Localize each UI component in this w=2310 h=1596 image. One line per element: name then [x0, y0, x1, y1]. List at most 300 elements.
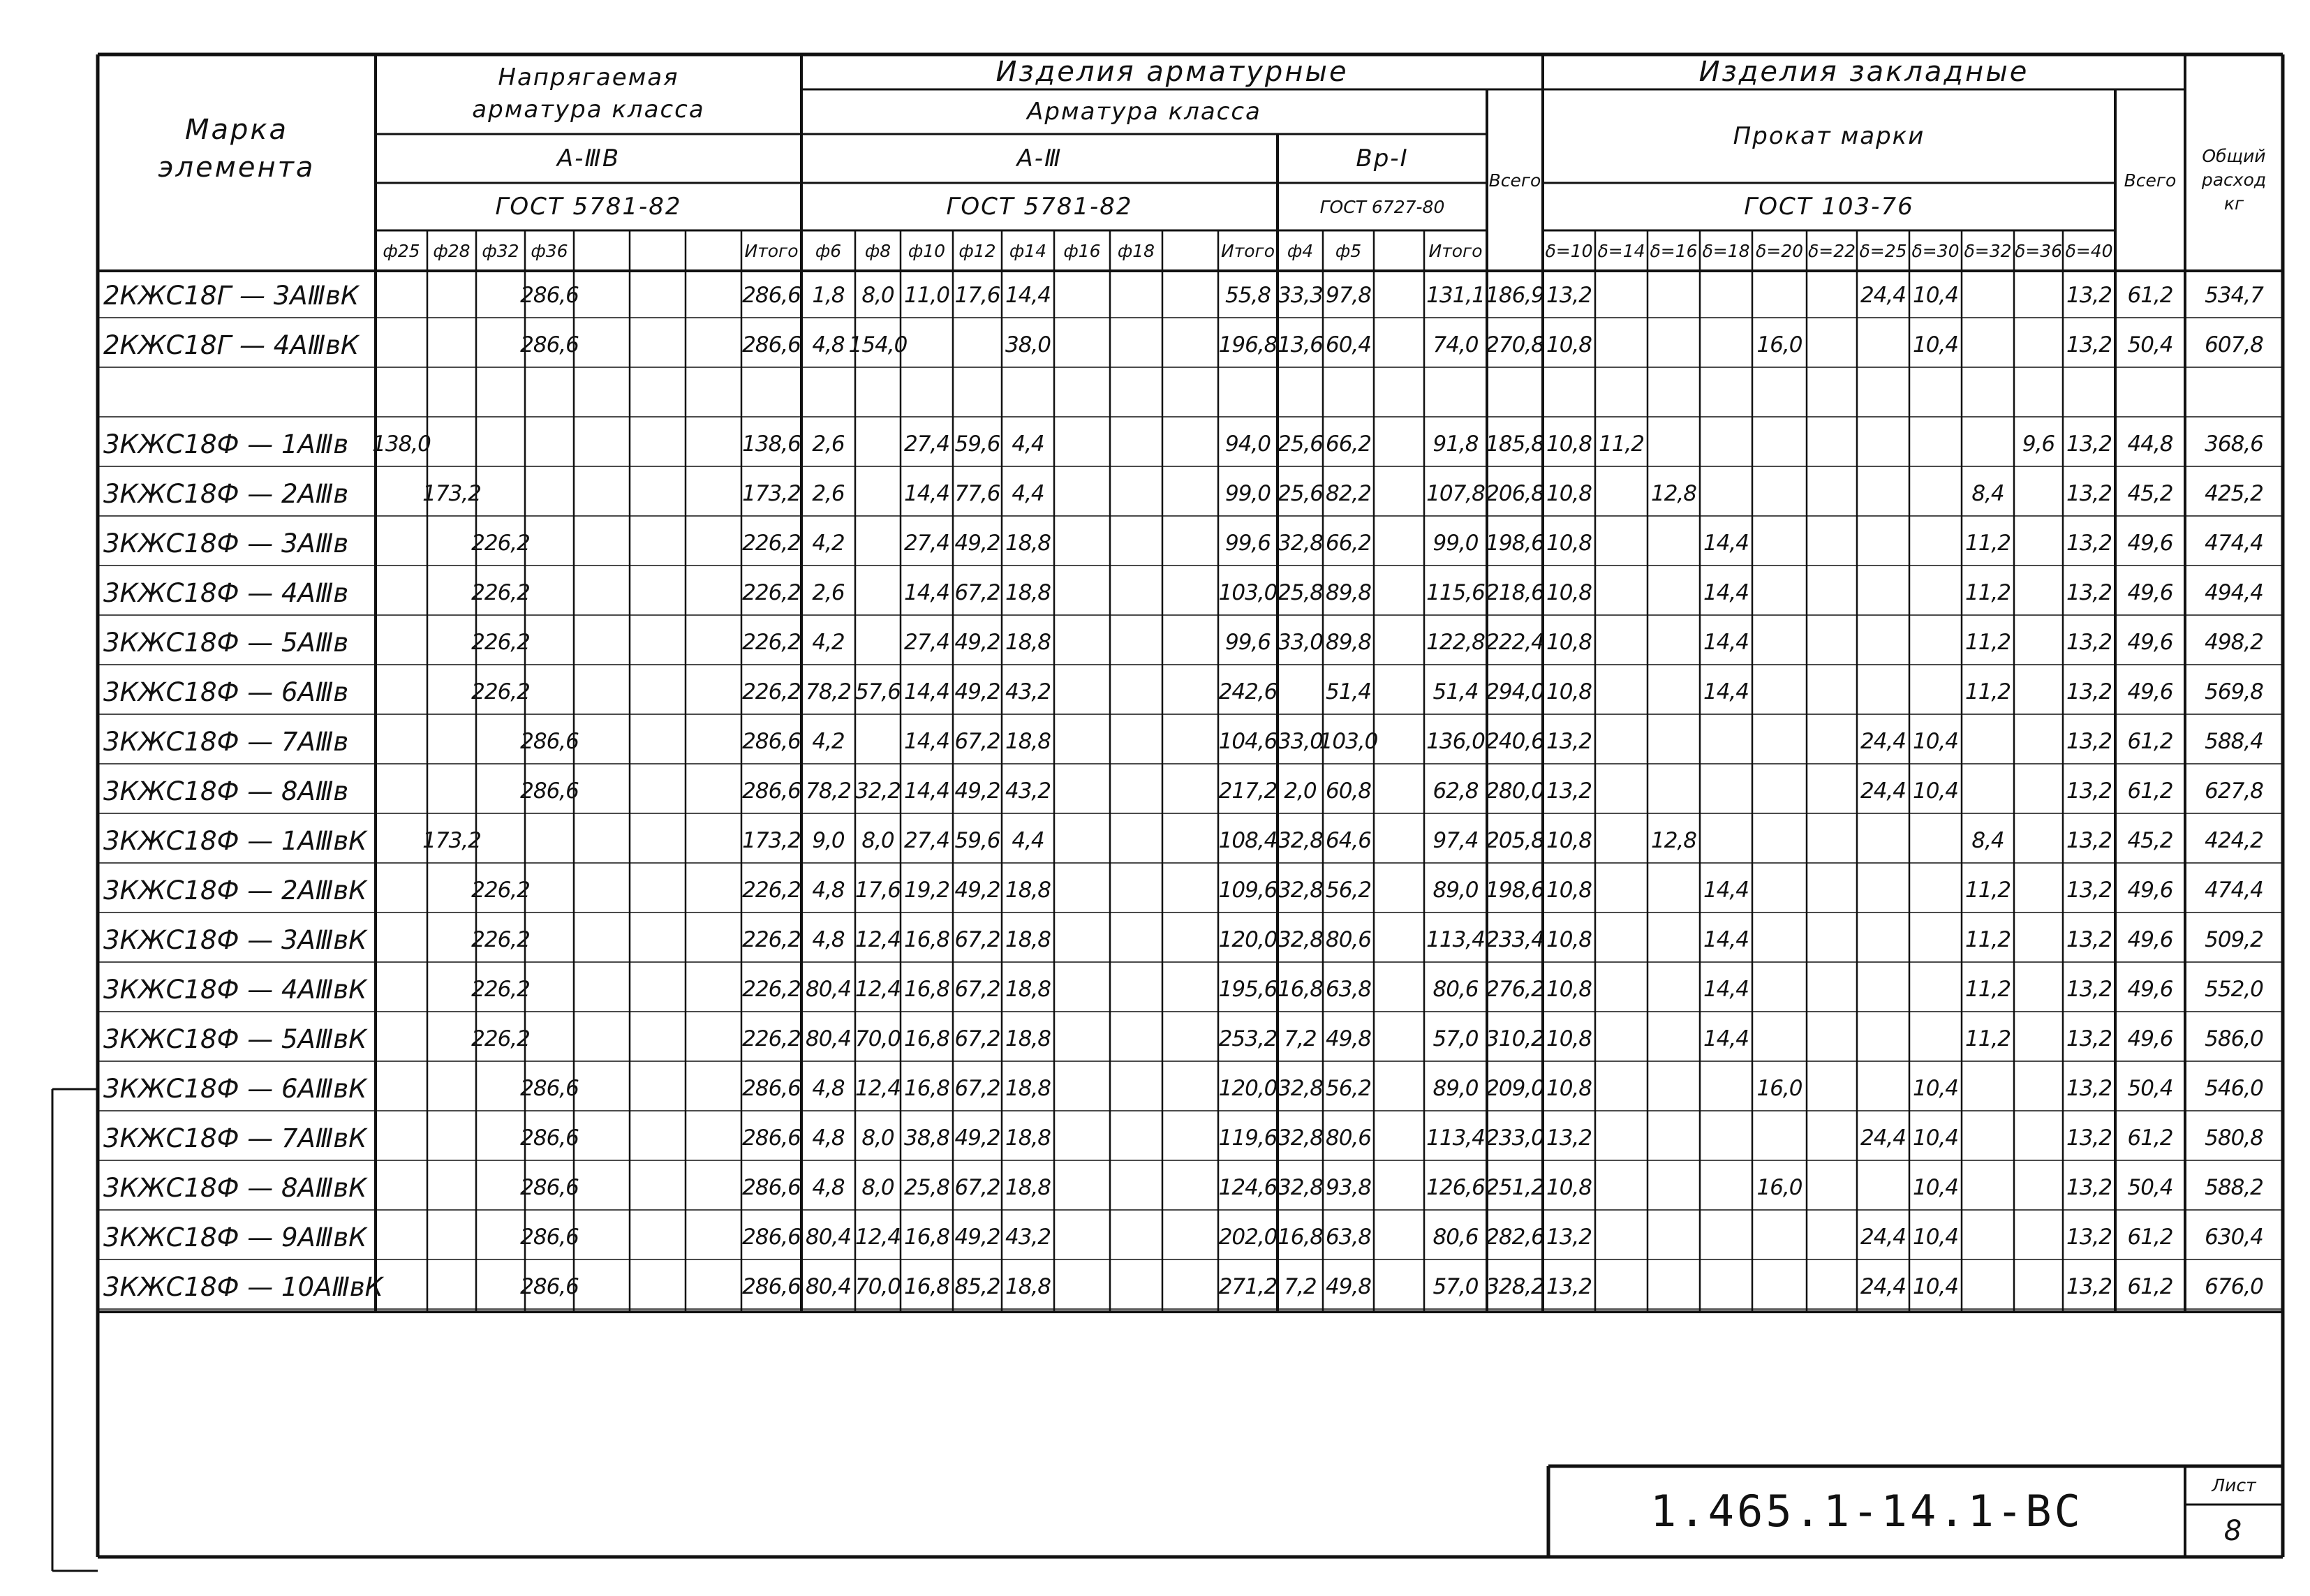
prestressed-value — [630, 816, 686, 866]
vr-value — [1374, 618, 1424, 667]
rolled-value — [1700, 1064, 1752, 1114]
prestressed-value — [427, 915, 476, 965]
rolled-value — [1648, 568, 1700, 618]
a3-value: 11,0 — [903, 283, 950, 308]
vr-value: 66,2 — [1325, 531, 1372, 556]
a3-value — [1162, 965, 1218, 1014]
a3-value — [855, 370, 901, 420]
grand-total-header: Общий расход кг — [2201, 146, 2267, 214]
prestressed-value: 226,2 — [742, 927, 801, 952]
a3-value: 99,0 — [1224, 481, 1271, 506]
rolled-value: 10,4 — [1912, 1175, 1959, 1200]
rolled-value: 13,2 — [2066, 778, 2112, 804]
rolled-value — [1962, 1213, 2014, 1262]
a3-value: 18,8 — [1005, 729, 1051, 754]
vr-value: 89,8 — [1325, 630, 1372, 655]
a3-value — [1054, 866, 1110, 915]
rolled-value: 10,4 — [1912, 283, 1959, 308]
rolled-value: 24,4 — [1860, 1274, 1907, 1299]
prestressed-value: 286,6 — [520, 1125, 579, 1151]
rolled-value: 16,0 — [1756, 1076, 1802, 1101]
a3-value: 59,6 — [954, 828, 1000, 853]
a3-value — [1054, 717, 1110, 767]
vr-value: 80,6 — [1325, 927, 1372, 952]
vr-column-header: ф5 — [1335, 240, 1362, 261]
vr-value — [1374, 469, 1424, 519]
rolled-value — [1595, 1213, 1648, 1262]
prestressed-value — [376, 816, 427, 866]
prestressed-column-header — [630, 230, 686, 271]
rolled-value — [1595, 717, 1648, 767]
rolled-value — [2014, 1064, 2063, 1114]
rolled-value — [1857, 370, 1909, 420]
a3-value: 17,6 — [854, 878, 901, 903]
grand-total-value — [2185, 370, 2283, 420]
element-mark: 3КЖС18Ф — 2АⅢв — [103, 479, 349, 509]
a3-value: 94,0 — [1224, 431, 1271, 457]
embedded-total-value: 61,2 — [2127, 729, 2173, 754]
prestressed-value — [686, 1213, 741, 1262]
a3-value: 4,8 — [812, 1076, 845, 1101]
rebar-total-value: 222,4 — [1486, 630, 1544, 655]
vr-value: 99,0 — [1432, 531, 1479, 556]
a3-column-header: ф12 — [958, 240, 996, 261]
document-code: 1.465.1-14.1-ВС — [1650, 1486, 2083, 1537]
a3-gost: ГОСТ 5781-82 — [946, 193, 1133, 221]
grand-total-value: 425,2 — [2205, 481, 2263, 506]
prestressed-value — [574, 420, 630, 469]
prestressed-value — [686, 370, 741, 420]
rolled-value: 13,2 — [1546, 1225, 1592, 1250]
prestressed-value — [574, 519, 630, 568]
element-mark: 2КЖС18Г — 3АⅢвК — [103, 281, 360, 311]
a3-value — [1162, 320, 1218, 370]
a3-value — [1162, 1262, 1218, 1312]
a3-column-header: ф14 — [1009, 240, 1047, 261]
a3-value — [1110, 1262, 1162, 1312]
vr-value: 89,0 — [1432, 878, 1479, 903]
rolled-value — [2014, 1163, 2063, 1213]
vr-value: 136,0 — [1426, 729, 1485, 754]
rolled-value: 14,4 — [1703, 927, 1749, 952]
vr-value — [1374, 370, 1424, 420]
prestressed-value: 286,6 — [520, 1225, 579, 1250]
a3-value — [1162, 271, 1218, 320]
rebar-products-header: Изделия арматурные — [995, 56, 1349, 88]
prestressed-value — [686, 767, 741, 816]
a3-value: 49,2 — [954, 531, 1000, 556]
rolled-value — [1752, 816, 1807, 866]
prestressed-value: 173,2 — [422, 481, 481, 506]
vr-value: 91,8 — [1432, 431, 1479, 457]
a3-value — [1054, 370, 1110, 420]
a3-value: 2,6 — [812, 580, 845, 605]
rebar-total-value: 205,8 — [1486, 828, 1544, 853]
prestressed-class: А-ⅢВ — [556, 145, 621, 172]
rolled-value — [1807, 271, 1857, 320]
prestressed-value — [574, 320, 630, 370]
a3-value: 77,6 — [954, 481, 1000, 506]
prestressed-value — [574, 915, 630, 965]
a3-value — [1162, 866, 1218, 915]
vr-value — [1374, 320, 1424, 370]
a3-value — [1110, 816, 1162, 866]
rolled-value — [1648, 271, 1700, 320]
vr-value — [1374, 1262, 1424, 1312]
rolled-value — [1857, 915, 1909, 965]
rolled-value — [1595, 271, 1648, 320]
a3-value — [1110, 618, 1162, 667]
prestressed-value — [574, 1262, 630, 1312]
rolled-value — [1648, 519, 1700, 568]
a3-value — [1162, 1064, 1218, 1114]
prestressed-value — [476, 370, 525, 420]
rolled-value — [2014, 1262, 2063, 1312]
prestressed-column-header — [574, 230, 630, 271]
vr-value: 113,4 — [1426, 927, 1485, 952]
a3-value: 43,2 — [1005, 679, 1051, 704]
vr-value: 57,0 — [1432, 1274, 1479, 1299]
prestressed-value — [376, 1213, 427, 1262]
prestressed-value: 226,2 — [742, 531, 801, 556]
rolled-value — [1807, 1114, 1857, 1163]
vr-value: 49,8 — [1325, 1026, 1372, 1051]
a3-value — [1162, 519, 1218, 568]
prestressed-value — [574, 469, 630, 519]
rebar-total-value: 240,6 — [1486, 729, 1544, 754]
rolled-value — [1752, 519, 1807, 568]
embedded-total-value — [2115, 370, 2185, 420]
prestressed-value — [630, 1163, 686, 1213]
a3-value: 16,8 — [903, 1274, 950, 1299]
a3-value: 4,2 — [812, 729, 845, 754]
prestressed-value — [686, 1014, 741, 1064]
element-mark: 3КЖС18Ф — 7АⅢвК — [103, 1123, 367, 1153]
a3-value: 38,0 — [1005, 332, 1051, 357]
rolled-value — [1752, 568, 1807, 618]
a3-value: 1,8 — [812, 283, 845, 308]
prestressed-value — [686, 618, 741, 667]
rolled-value — [1700, 1114, 1752, 1163]
rolled-value — [1595, 1262, 1648, 1312]
rolled-value — [1962, 1163, 2014, 1213]
prestressed-value: 286,6 — [520, 1274, 579, 1299]
vr-value — [1374, 1014, 1424, 1064]
rolled-value — [2014, 667, 2063, 717]
rolled-value — [1648, 370, 1700, 420]
rolled-value — [1909, 965, 1962, 1014]
rolled-value: 24,4 — [1860, 729, 1907, 754]
prestressed-value — [427, 1114, 476, 1163]
rolled-value: 10,8 — [1546, 332, 1592, 357]
a3-value — [1054, 271, 1110, 320]
a3-value: 27,4 — [903, 431, 950, 457]
prestressed-value — [476, 1213, 525, 1262]
prestressed-value: 286,6 — [742, 729, 801, 754]
prestressed-column-header: ф25 — [383, 240, 420, 261]
rolled-value: 24,4 — [1860, 283, 1907, 308]
a3-value: 49,2 — [954, 1225, 1000, 1250]
rolled-value — [1807, 816, 1857, 866]
vr-value: 63,8 — [1325, 977, 1372, 1002]
prestressed-value — [476, 320, 525, 370]
rolled-value — [1595, 667, 1648, 717]
a3-value — [1054, 816, 1110, 866]
prestressed-value: 286,6 — [520, 1076, 579, 1101]
prestressed-value — [525, 915, 574, 965]
rolled-value: 11,2 — [1598, 431, 1645, 457]
rolled-value: 13,2 — [2066, 1274, 2112, 1299]
rolled-value: 16,0 — [1756, 1175, 1802, 1200]
rolled-value: 11,2 — [1964, 679, 2011, 704]
prestressed-column-header: Итого — [744, 240, 799, 261]
prestressed-column-header — [686, 230, 741, 271]
rolled-value — [1700, 816, 1752, 866]
vr-column-header: Итого — [1428, 240, 1483, 261]
a3-value — [1054, 667, 1110, 717]
a3-value: 4,8 — [812, 1175, 845, 1200]
rolled-value: 10,8 — [1546, 828, 1592, 853]
a3-column-header: ф18 — [1117, 240, 1155, 261]
prestressed-value — [574, 618, 630, 667]
vr-value: 122,8 — [1426, 630, 1485, 655]
vr-value: 80,6 — [1432, 977, 1479, 1002]
rolled-value — [1807, 1064, 1857, 1114]
rolled-value: 13,2 — [2066, 729, 2112, 754]
prestressed-value — [525, 469, 574, 519]
prestressed-value — [525, 1014, 574, 1064]
rolled-value: 13,2 — [2066, 332, 2112, 357]
prestressed-value — [686, 1163, 741, 1213]
a3-value: 253,2 — [1218, 1026, 1278, 1051]
a3-value — [1054, 965, 1110, 1014]
rolled-value — [1595, 816, 1648, 866]
rolled-value — [1648, 1014, 1700, 1064]
a3-value — [855, 519, 901, 568]
a3-value — [1110, 370, 1162, 420]
rolled-value — [1857, 1163, 1909, 1213]
prestressed-column-header: ф28 — [433, 240, 471, 261]
a3-value — [1162, 767, 1218, 816]
a3-value: 4,8 — [812, 1125, 845, 1151]
rolled-value — [2014, 816, 2063, 866]
rolled-value — [1595, 320, 1648, 370]
rolled-value — [1648, 915, 1700, 965]
prestressed-value — [376, 271, 427, 320]
a3-value: 103,0 — [1218, 580, 1278, 605]
a3-value — [1162, 568, 1218, 618]
embedded-total-value: 50,4 — [2127, 1175, 2173, 1200]
rolled-value — [1648, 618, 1700, 667]
prestressed-value — [427, 1014, 476, 1064]
rolled-value — [1752, 618, 1807, 667]
rolled-value — [1807, 965, 1857, 1014]
vr-value: 51,4 — [1432, 679, 1479, 704]
rolled-value: 10,4 — [1912, 1125, 1959, 1151]
vr-value — [1374, 420, 1424, 469]
rolled-value: 13,2 — [2066, 431, 2112, 457]
prestressed-value — [376, 1262, 427, 1312]
a3-value: 14,4 — [1005, 283, 1051, 308]
rolled-value — [1857, 866, 1909, 915]
prestressed-value: 226,2 — [471, 927, 530, 952]
rolled-value: 16,0 — [1756, 332, 1802, 357]
rolled-value — [1700, 717, 1752, 767]
prestressed-value — [686, 965, 741, 1014]
a3-value: 124,6 — [1218, 1175, 1278, 1200]
a3-value — [953, 370, 1002, 420]
rolled-value — [1648, 667, 1700, 717]
prestressed-value: 286,6 — [520, 332, 579, 357]
rebar-class-header: Арматура класса — [1027, 98, 1261, 126]
prestressed-value: 226,2 — [742, 630, 801, 655]
rolled-value — [1752, 420, 1807, 469]
a3-value: 80,4 — [805, 1225, 852, 1250]
rolled-value — [1700, 370, 1752, 420]
a3-value: 8,0 — [861, 1125, 894, 1151]
prestressed-value — [376, 370, 427, 420]
prestressed-value — [525, 420, 574, 469]
rolled-value: 10,8 — [1546, 580, 1592, 605]
vr-value: 107,8 — [1426, 481, 1485, 506]
vr-value: 60,8 — [1325, 778, 1372, 804]
rebar-total-value: 209,0 — [1486, 1076, 1544, 1101]
prestressed-value: 226,2 — [471, 977, 530, 1002]
rolled-value — [1595, 519, 1648, 568]
prestressed-value: 286,6 — [742, 1274, 801, 1299]
vr-value: 131,1 — [1426, 283, 1485, 308]
prestressed-value: 286,6 — [520, 729, 579, 754]
prestressed-value — [427, 1064, 476, 1114]
rolled-value: 11,2 — [1964, 1026, 2011, 1051]
prestressed-value — [574, 1213, 630, 1262]
prestressed-value — [686, 271, 741, 320]
vr-value: 16,8 — [1277, 977, 1324, 1002]
a3-value — [1110, 568, 1162, 618]
a3-value — [1162, 370, 1218, 420]
rolled-value — [1962, 271, 2014, 320]
prestressed-value — [525, 618, 574, 667]
vr-value — [1323, 370, 1374, 420]
grand-total-value: 586,0 — [2205, 1026, 2263, 1051]
vr-value: 32,8 — [1277, 1076, 1324, 1101]
prestressed-value — [686, 915, 741, 965]
vr-value: 62,8 — [1432, 778, 1479, 804]
a3-value: 195,6 — [1218, 977, 1278, 1002]
rebar-total-value — [1487, 370, 1543, 420]
a3-value — [1054, 1262, 1110, 1312]
a3-value: 57,6 — [854, 679, 901, 704]
vr-value: 25,6 — [1277, 431, 1324, 457]
vr-value — [1374, 1163, 1424, 1213]
rolled-value — [1807, 1262, 1857, 1312]
prestressed-value: 286,6 — [742, 1175, 801, 1200]
rolled-value: 11,2 — [1964, 580, 2011, 605]
element-mark: 3КЖС18Ф — 4АⅢвК — [103, 975, 367, 1005]
rolled-value — [2014, 1114, 2063, 1163]
rolled-value — [1962, 370, 2014, 420]
a3-value: 196,8 — [1218, 332, 1278, 357]
rolled-value — [1807, 667, 1857, 717]
prestressed-value — [427, 320, 476, 370]
grand-total-value: 569,8 — [2205, 679, 2263, 704]
vr-column-header: ф4 — [1287, 240, 1314, 261]
a3-value — [1110, 420, 1162, 469]
element-mark: 3КЖС18Ф — 3АⅢвК — [103, 925, 367, 955]
rolled-value — [1909, 816, 1962, 866]
prestressed-value — [525, 370, 574, 420]
a3-value — [1054, 1014, 1110, 1064]
vr-value: 13,6 — [1277, 332, 1324, 357]
prestressed-value — [630, 320, 686, 370]
rolled-value: 10,8 — [1546, 977, 1592, 1002]
a3-value: 14,4 — [903, 729, 950, 754]
element-mark: 3КЖС18Ф — 1АⅢв — [103, 429, 349, 459]
rolled-value — [1909, 915, 1962, 965]
a3-value: 85,2 — [954, 1274, 1000, 1299]
rebar-total-value: 206,8 — [1486, 481, 1544, 506]
vr-value: 2,0 — [1284, 778, 1317, 804]
rolled-value — [1700, 469, 1752, 519]
vr-gost: ГОСТ 6727-80 — [1319, 196, 1445, 217]
rolled-value — [1595, 469, 1648, 519]
rolled-value: 10,8 — [1546, 679, 1592, 704]
a3-value: 80,4 — [805, 977, 852, 1002]
embedded-total-header: Всего — [2124, 170, 2177, 191]
a3-value: 18,8 — [1005, 977, 1051, 1002]
a3-value: 8,0 — [861, 283, 894, 308]
rolled-value: 10,8 — [1546, 630, 1592, 655]
a3-value: 49,2 — [954, 878, 1000, 903]
a3-value — [855, 717, 901, 767]
rolled-value — [1700, 271, 1752, 320]
rebar-total-value: 310,2 — [1486, 1026, 1544, 1051]
rolled-value — [1752, 1014, 1807, 1064]
rolled-value — [1700, 320, 1752, 370]
vr-value: 32,8 — [1277, 1125, 1324, 1151]
a3-value: 4,8 — [812, 332, 845, 357]
a3-value — [1110, 469, 1162, 519]
rolled-value — [1962, 320, 2014, 370]
rolled-value — [2014, 469, 2063, 519]
a3-value — [1054, 618, 1110, 667]
prestressed-value — [427, 667, 476, 717]
rebar-total-value: 185,8 — [1486, 431, 1544, 457]
a3-value: 2,6 — [812, 431, 845, 457]
a3-value: 78,2 — [805, 778, 852, 804]
prestressed-value: 226,2 — [471, 580, 530, 605]
prestressed-value — [376, 1064, 427, 1114]
embedded-total-value: 49,6 — [2127, 679, 2173, 704]
rolled-value — [1962, 420, 2014, 469]
vr-value — [1374, 568, 1424, 618]
a3-value: 99,6 — [1224, 531, 1271, 556]
a3-value — [1110, 866, 1162, 915]
element-mark: 3КЖС18Ф — 4АⅢв — [103, 578, 349, 608]
rolled-value — [1909, 618, 1962, 667]
prestressed-value — [476, 816, 525, 866]
a3-value: 38,8 — [903, 1125, 950, 1151]
a3-value — [953, 320, 1002, 370]
prestressed-value — [686, 320, 741, 370]
vr-value — [1374, 767, 1424, 816]
prestressed-value — [574, 866, 630, 915]
prestressed-value: 286,6 — [742, 1225, 801, 1250]
rolled-value: 14,4 — [1703, 679, 1749, 704]
rolled-value — [2014, 271, 2063, 320]
rebar-total-value: 198,6 — [1486, 878, 1544, 903]
prestressed-value — [686, 519, 741, 568]
